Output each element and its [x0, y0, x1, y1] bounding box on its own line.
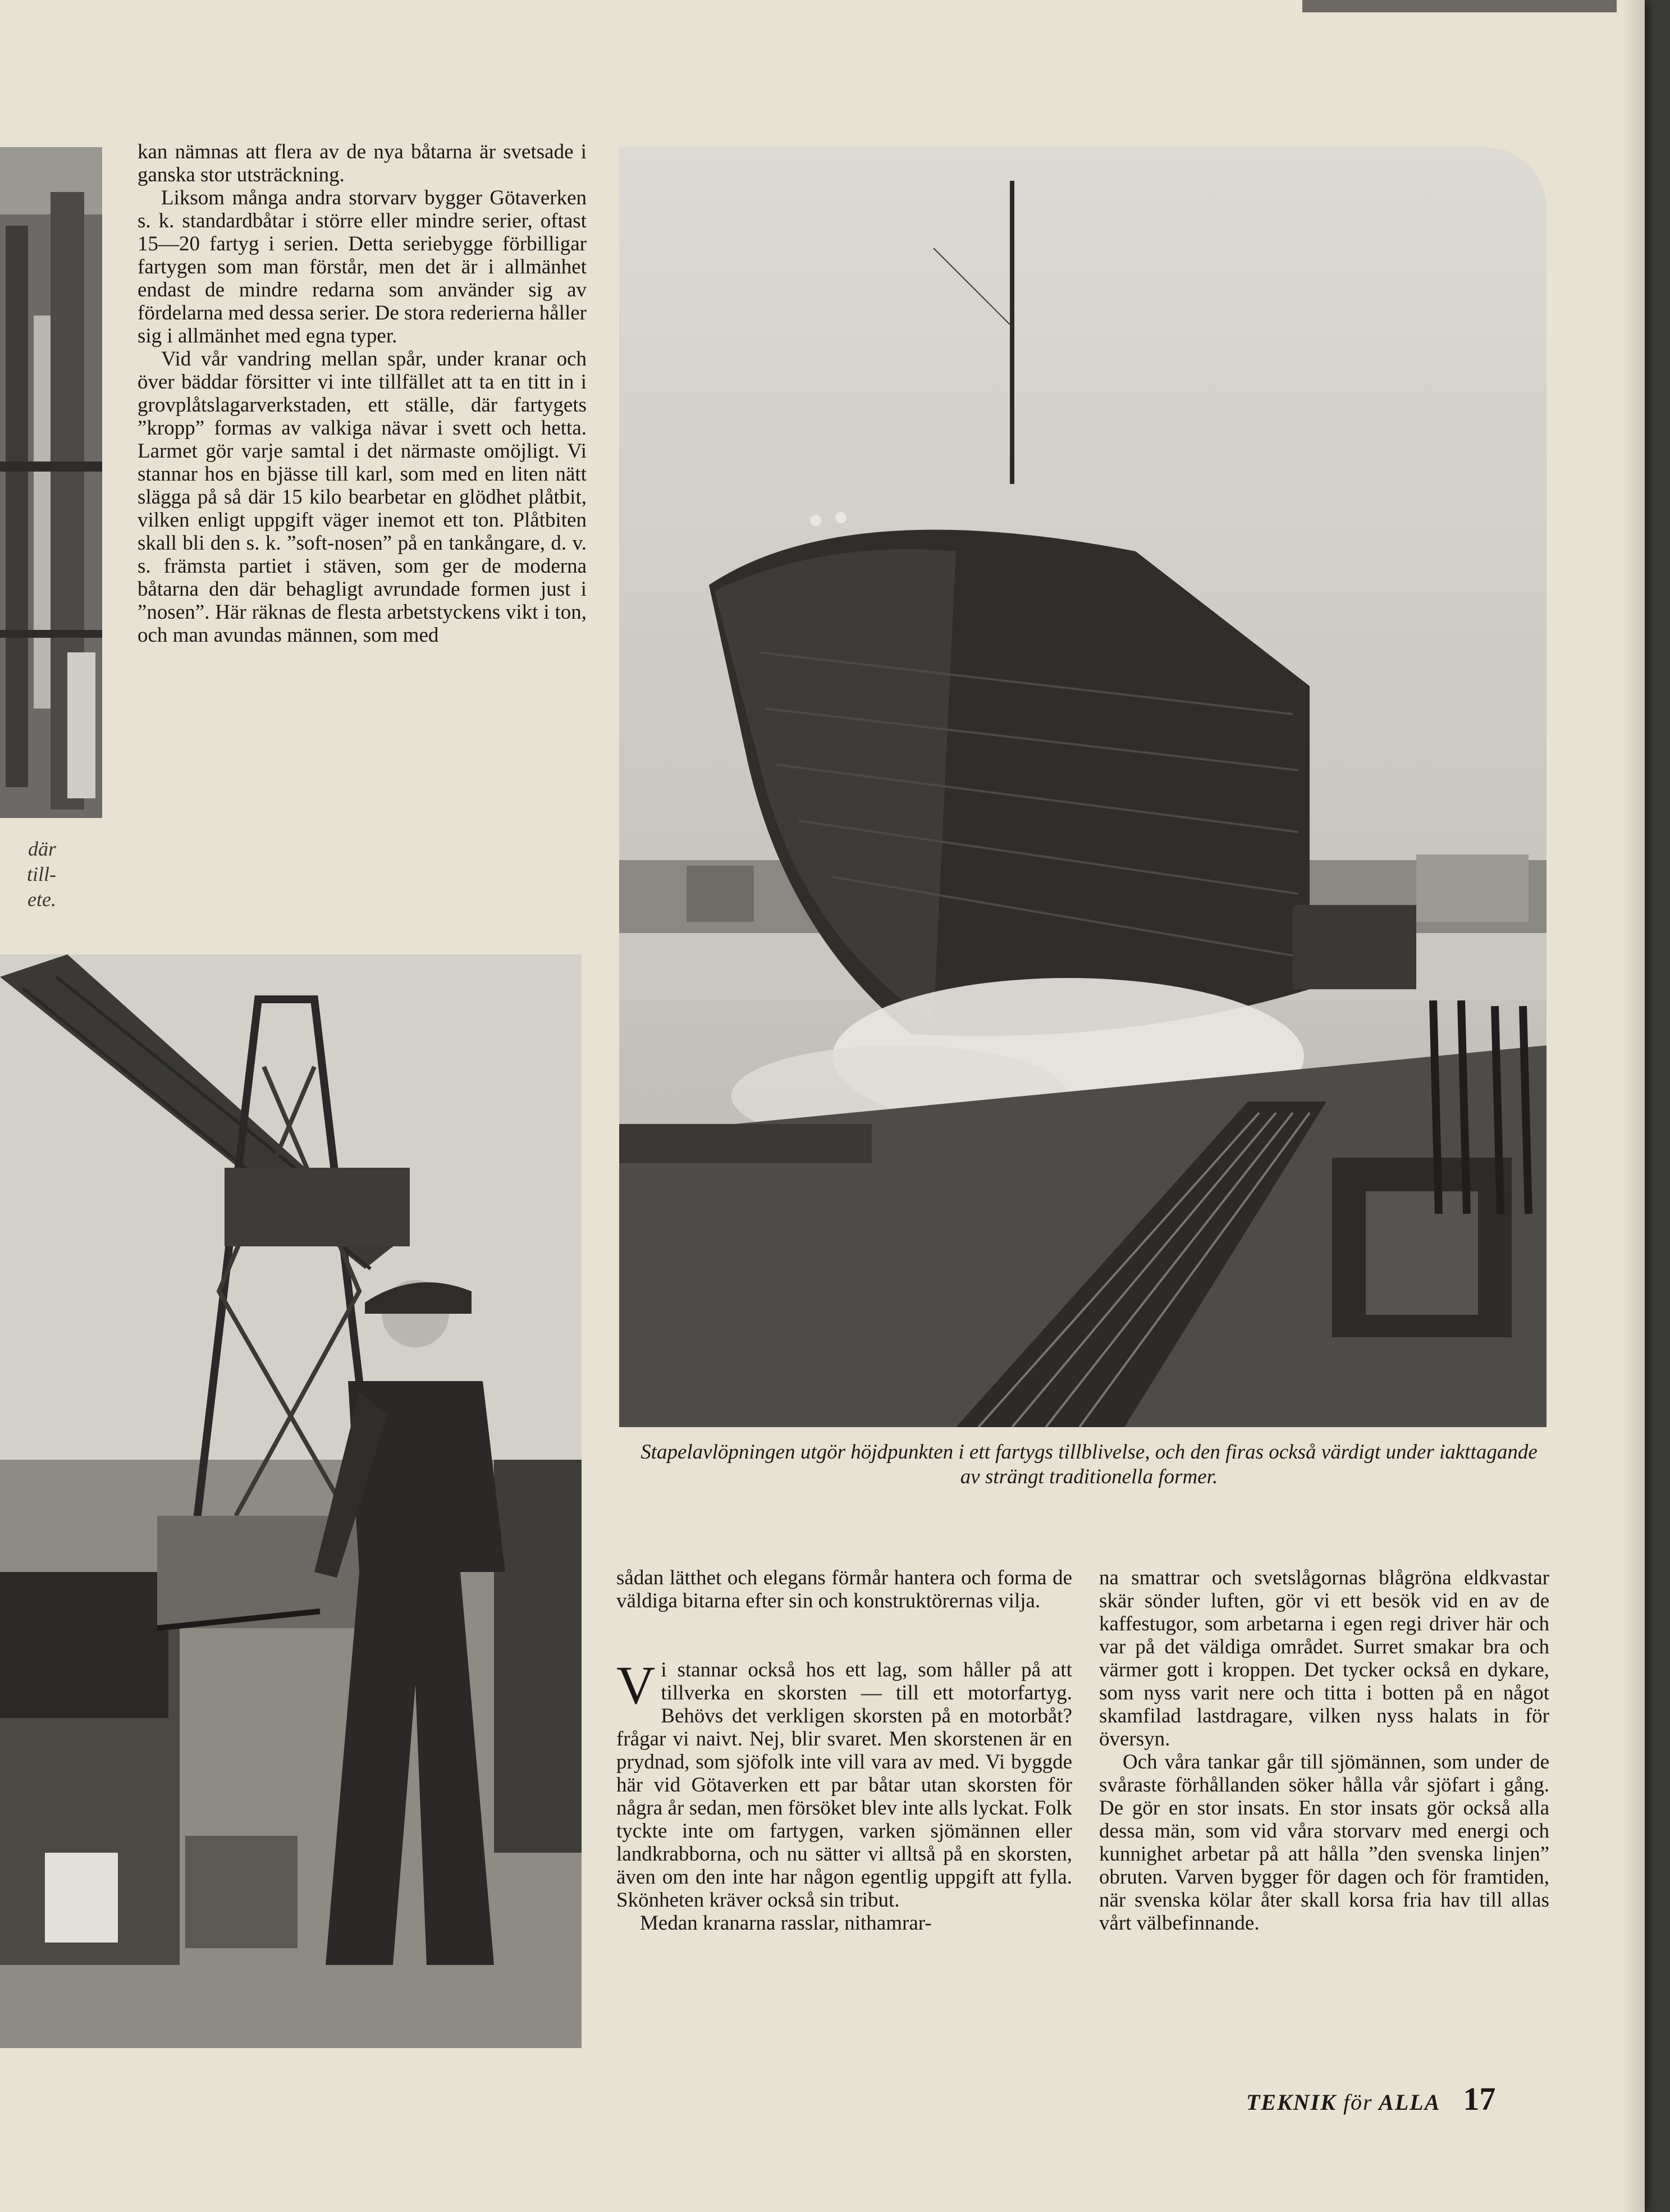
caption-fragment-line: ete. [28, 888, 56, 911]
shipyard-photo-partial [0, 147, 102, 818]
caption-fragment-line: där [28, 838, 56, 860]
paragraph: na smattrar och svetslågornas blågröna eldkvastar skär sönder luften, gör vi ett besök vid en av de kaffestugor, som arbetarna i egen regi driver här och var på det väldiga området. Surret smakar bra och värmer gott i kroppen. Det tycker också en dykare, som nyss varit nere och titta i botten på en något skamfilad lastdragare, vilken nyss halats in för översyn. [1099, 1566, 1549, 1751]
paragraph: Liksom många andra storvarv bygger Götaverken s. k. standardbåtar i större eller mindre serier, oftast 15—20 fartyg i serien. Detta seriebygge förbilligar fartygen som man förstår, men det är i allmänhet endast de mindre redarna som använder sig av fördelarna med dessa serier. De stora rederierna håller sig i allmänhet med egna typer. [138, 186, 587, 348]
left-caption-fragment [0, 837, 56, 912]
ship-photo-caption: Stapelavlöpningen utgör höjdpunkten i ett fartygs tillblivelse, och den firas också värdigt under iakttagande av strängt traditionella former. [640, 1441, 1538, 1488]
paragraph: Vid vår vandring mellan spår, under kranar och över bäddar försitter vi inte tillfället att ta en titt in i grovplåtslagarverkstaden, ett ställe, där fartygets ”kropp” formas av valkiga nävar i svett och hetta. Larmet gör varje samtal i det närmaste omöjligt. Vi stannar hos en bjässe till karl, som med en liten nätt slägga på så där 15 kilo bearbetar en glödhet plåtbit, vilken enligt uppgift väger inemot ett ton. Plåtbiten skall bli den s. k. ”soft-nosen” på en tankångare, d. v. s. främsta partiet i stäven, som ger de moderna båtarna den där behagligt avrundade formen just i ”nosen”. Här räknas de flesta arbetstyckens vikt i ton, och man avundas männen, som med [138, 348, 587, 647]
paragraph: Medan kranarna rasslar, nithamrar- [640, 1912, 932, 1935]
caption-fragment-line: till- [27, 863, 56, 885]
article-column-right [1099, 1566, 1549, 1935]
paragraph: Och våra tankar går till sjömännen, som under de svåraste förhållanden söker hålla vår sjöfart i gång. De gör en stor insats. En stor insats gör också alla dessa män, som vid våra storvarv med energi och kunnighet arbetar på att hålla ”den svenska linjen” obruten. Varven bygger för dagen och för framtiden, när svenska kölar åter skall korsa fria hav till allas vårt välbefinnande. [1099, 1751, 1549, 1935]
ship-launch-photo [619, 147, 1547, 1427]
drop-cap: V [616, 1655, 656, 1715]
magazine-name: TEKNIK för ALLA [1246, 2090, 1441, 2115]
worker-photo [0, 954, 582, 2048]
page-number: 17 [1463, 2081, 1496, 2117]
article-column-top [138, 140, 587, 647]
binding-strip [1302, 0, 1617, 12]
article-column-mid [616, 1566, 1072, 1935]
paragraph-text: i stannar också hos ett lag, som håller på att tillverka en skorsten — till ett motorfartyg. Behövs det verkligen skorsten på en motorbåt? frågar vi naivt. Nej, blir svaret. Men skorstenen är en prydnad, som sjöfolk inte vill vara av med. Vi byggde här vid Götaverken ett par båtar utan skorsten för några år sedan, men försöket blev inte alls lyckat. Folk tyckte inte om fartygen, varken sjömännen eller landkrabborna, och nu sätter vi alltså på en skorsten, även om den inte har någon egentlig uppgift att fylla. Skönheten kräver också sin tribut. [616, 1658, 1072, 1912]
paragraph-with-dropcap [616, 1655, 1072, 1912]
paragraph: kan nämnas att flera av de nya båtarna är svetsade i ganska stor utsträckning. [138, 140, 587, 186]
page-footer [1246, 2080, 1495, 2118]
paragraph: sådan lätthet och elegans förmår hantera och forma de väldiga bitarna efter sin och konstruktörernas vilja. [616, 1566, 1072, 1612]
